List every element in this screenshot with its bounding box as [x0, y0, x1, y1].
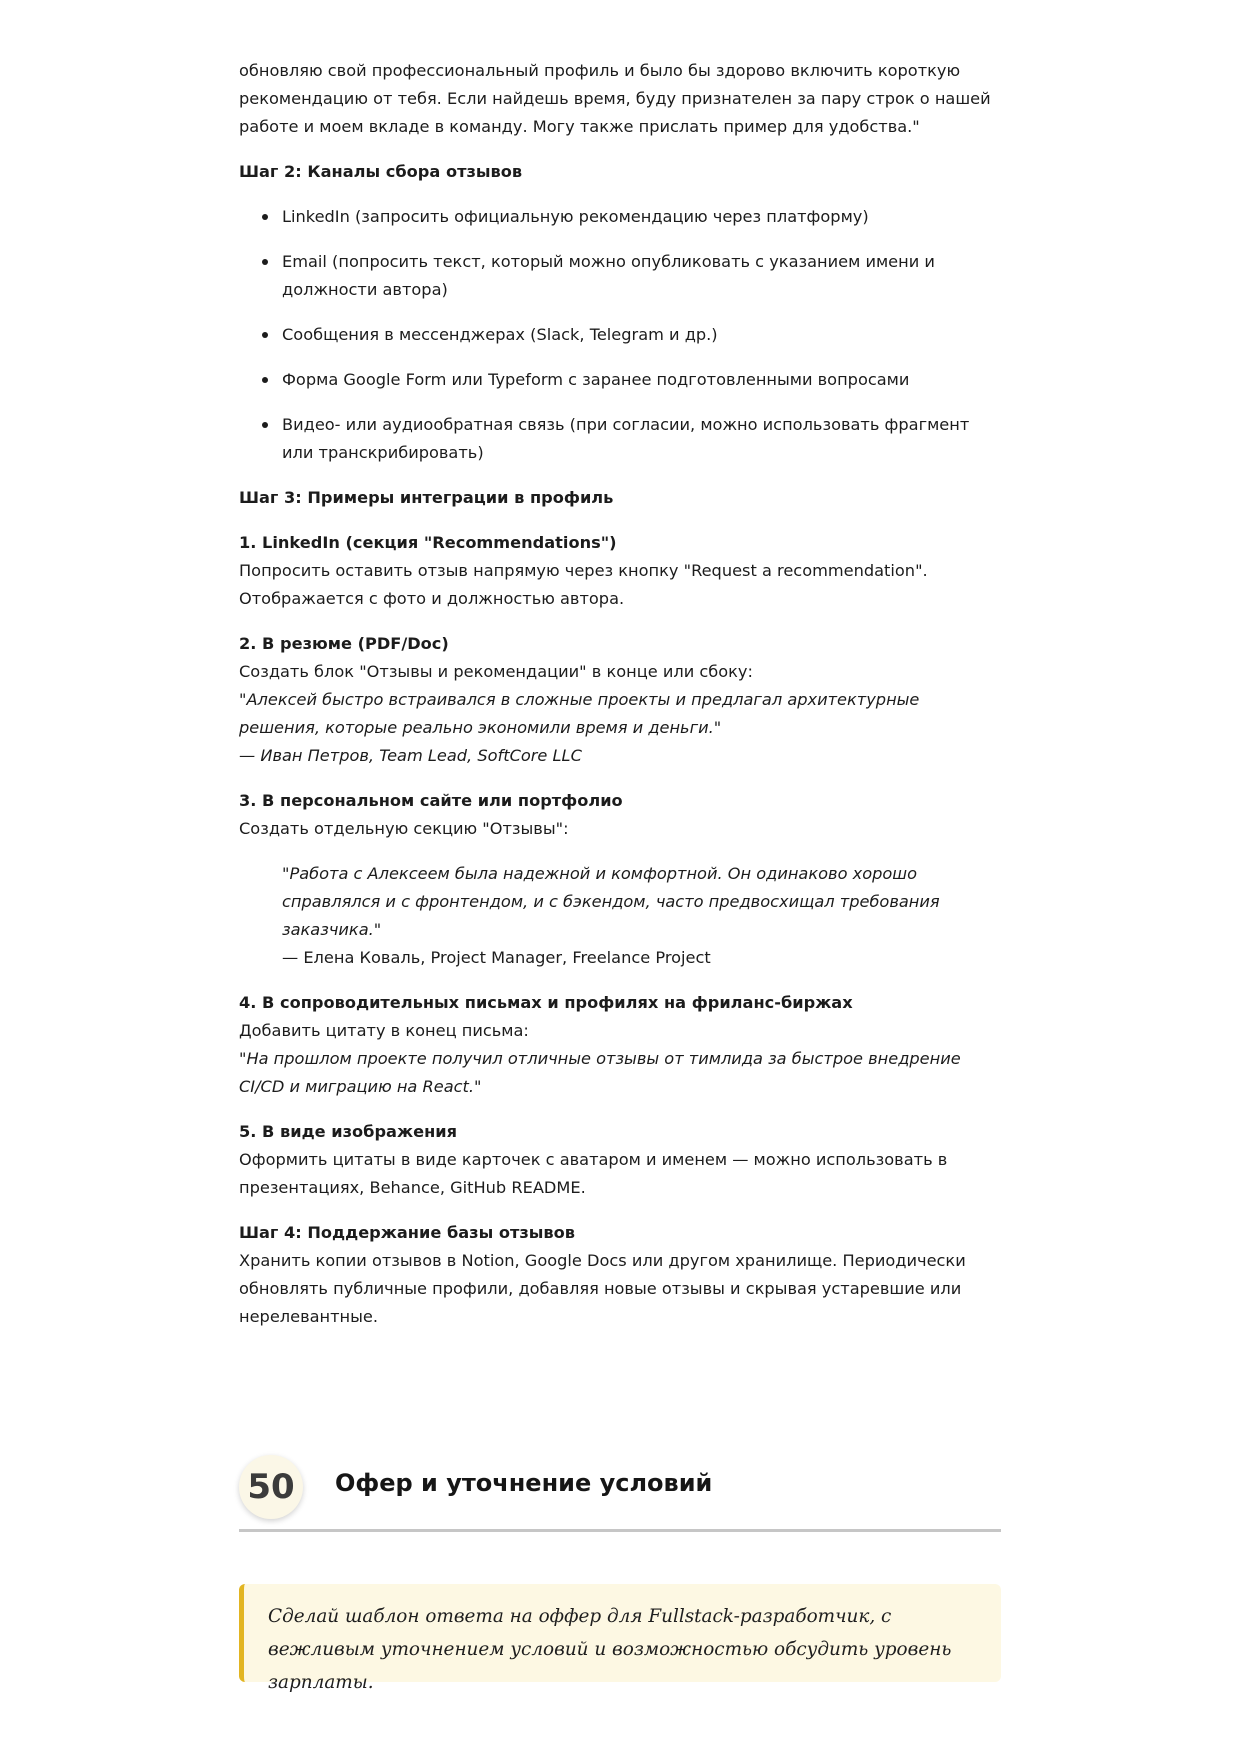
- testimonial-author: — Елена Коваль, Project Manager, Freelance Project: [282, 948, 711, 967]
- list-item: Форма Google Form или Typeform с заранее подготовленными вопросами: [282, 366, 1001, 394]
- example-text: Оформить цитаты в виде карточек с аватаром и именем — можно использовать в презентациях, Behance, GitHub README.: [239, 1150, 948, 1197]
- example-title: 4. В сопроводительных письмах и профилях на фриланс-биржах: [239, 993, 853, 1012]
- intro-paragraph: обновляю свой профессиональный профиль и было бы здорово включить короткую рекомендацию от тебя. Если найдешь время, буду признателен за пару строк о нашей работе и моем вкладе в команду. Могу также прислать пример для удобства.": [239, 61, 991, 136]
- testimonial-quote: "Работа с Алексеем была надежной и комфортной. Он одинаково хорошо справлялся и с фронтендом, и с бэкендом, часто предвосхищал требования заказчика.": [282, 864, 940, 939]
- example-resume: [239, 630, 1001, 770]
- list-item: Email (попросить текст, который можно опубликовать с указанием имени и должности автора): [282, 248, 1001, 304]
- blockquote: [239, 860, 1001, 972]
- step4-heading: Шаг 4: Поддержание базы отзывов: [239, 1223, 576, 1242]
- testimonial-author: — Иван Петров, Team Lead, SoftCore LLC: [239, 746, 582, 765]
- example-text: Отображается с фото и должностью автора.: [239, 589, 625, 608]
- example-linkedin: [239, 529, 1001, 613]
- example-title: 1. LinkedIn (секция "Recommendations"): [239, 533, 617, 552]
- step2-heading: Шаг 2: Каналы сбора отзывов: [239, 162, 523, 181]
- example-cover-letter: [239, 989, 1001, 1101]
- testimonial-quote: "На прошлом проекте получил отличные отзывы от тимлида за быстрое внедрение CI/CD и миграцию на React.": [239, 1049, 961, 1096]
- list-item: Сообщения в мессенджерах (Slack, Telegram и др.): [282, 321, 1001, 349]
- list-item: LinkedIn (запросить официальную рекомендацию через платформу): [282, 203, 1001, 231]
- step4-block: [239, 1219, 1001, 1331]
- example-image: [239, 1118, 1001, 1202]
- section-number-badge: 50: [239, 1455, 303, 1519]
- example-title: 5. В виде изображения: [239, 1122, 457, 1141]
- section-title: Офер и уточнение условий: [335, 1469, 713, 1497]
- example-portfolio: [239, 787, 1001, 972]
- prompt-text: Сделай шаблон ответа на оффер для Fullstack-разработчик, с вежливым уточнением условий и возможностью обсудить уровень зарплаты.: [268, 1606, 952, 1693]
- prompt-callout: [239, 1584, 1001, 1693]
- example-text: Добавить цитату в конец письма:: [239, 1021, 529, 1040]
- step3-heading: Шаг 3: Примеры интеграции в профиль: [239, 488, 614, 507]
- section-header: [239, 1455, 1001, 1532]
- example-text: Создать блок "Отзывы и рекомендации" в конце или сбоку:: [239, 662, 753, 681]
- example-text: Создать отдельную секцию "Отзывы":: [239, 819, 569, 838]
- example-title: 2. В резюме (PDF/Doc): [239, 634, 449, 653]
- channels-list: [239, 203, 1001, 467]
- list-item: Видео- или аудиообратная связь (при согласии, можно использовать фрагмент или транскрибировать): [282, 411, 1001, 467]
- article-body: [239, 57, 1001, 1348]
- testimonial-quote: "Алексей быстро встраивался в сложные проекты и предлагал архитектурные решения, которые реально экономили время и деньги.": [239, 690, 920, 737]
- example-text: Попросить оставить отзыв напрямую через кнопку "Request a recommendation".: [239, 561, 928, 580]
- step4-text: Хранить копии отзывов в Notion, Google Docs или другом хранилище. Периодически обновлять публичные профили, добавляя новые отзывы и скрывая устаревшие или нерелевантные.: [239, 1251, 966, 1326]
- example-title: 3. В персональном сайте или портфолио: [239, 791, 623, 810]
